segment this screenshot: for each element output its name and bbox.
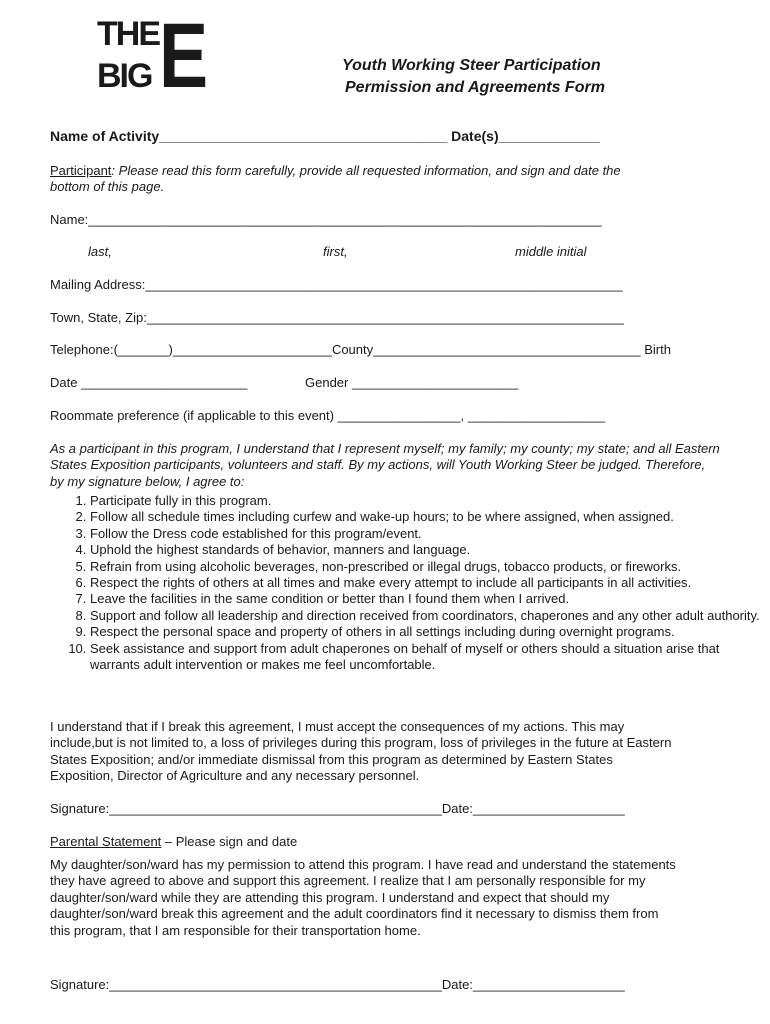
name-middle-caption: middle initial — [515, 244, 587, 259]
parental-statement-heading — [50, 834, 297, 850]
parental-statement-rest: – Please sign and date — [161, 834, 298, 849]
parental-paragraph: My daughter/son/ward has my permission to attend this program. I have read and understand the statements they have agreed to above and support this agreement. I realize that I am personally responsible for my daughter/son/ward while they are attending this program. I understand and expect that should my daughter/son/ward break this agreement and the adult coordinators find it necessary to dismiss them from this program, that I am responsible for their transportation home. — [50, 857, 676, 938]
mailing-address-field[interactable]: Mailing Address:__________________________________________________________________ — [50, 277, 623, 292]
logo-big: BIG — [97, 57, 152, 95]
town-state-zip-field[interactable]: Town, State, Zip:__________________________________________________________________ — [50, 310, 624, 325]
telephone-county-field[interactable]: Telephone:(_______)______________________County_____________________________________ Birth — [50, 342, 671, 357]
rule-item: 8. Support and follow all leadership and direction received from coordinators, chaperones and any other adult authority. — [90, 608, 770, 624]
participant-signature-field[interactable]: Signature:______________________________________________Date:_____________________ — [50, 801, 625, 816]
rule-item: 7. Leave the facilities in the same condition or better than I found them when I arrived. — [90, 591, 770, 607]
name-field[interactable]: Name:_______________________________________________________________________ — [50, 212, 602, 227]
gender-field[interactable]: Gender _______________________ — [305, 375, 519, 390]
rule-item: 1. Participate fully in this program. — [90, 493, 770, 509]
rule-item: 6. Respect the rights of others at all times and make every attempt to include all participants in all activities. — [90, 575, 770, 591]
form-title-line1: Youth Working Steer Participation — [342, 57, 601, 74]
big-e-logo — [97, 5, 209, 107]
rule-item: 2. Follow all schedule times including curfew and wake-up hours; to be where assigned, when assigned. — [90, 509, 770, 525]
rule-item: 10. Seek assistance and support from adult chaperones on behalf of myself or others should a situation arise that warrants adult intervention or makes me feel uncomfortable. — [90, 641, 770, 674]
participant-instructions — [50, 163, 621, 179]
participant-label: Participant — [50, 163, 112, 178]
parental-statement-label: Parental Statement — [50, 834, 162, 849]
name-first-caption: first, — [323, 244, 348, 259]
activity-field[interactable]: Name of Activity_____________________________________ Date(s)_____________ — [50, 128, 600, 144]
rule-item: 4. Uphold the highest standards of behavior, manners and language. — [90, 542, 770, 558]
birth-date-field[interactable]: Date _______________________ — [50, 375, 248, 390]
rule-item: 5. Refrain from using alcoholic beverages, non-prescribed or illegal drugs, tobacco products, or fireworks. — [90, 559, 770, 575]
consequences-paragraph: I understand that if I break this agreement, I must accept the consequences of my actions. This may include,but is not limited to, a loss of privileges during this program, loss of privileges in the future at Eastern States Exposition; and/or immediate dismissal from this program as determined by Eastern States Exposition, Director of Agriculture and any necessary personnel. — [50, 719, 672, 784]
rules-list — [50, 493, 770, 673]
parent-signature-field[interactable]: Signature:______________________________________________Date:_____________________ — [50, 977, 625, 992]
instructions-line2: bottom of this page. — [50, 179, 165, 194]
logo-the: THE — [97, 15, 159, 53]
form-title-line2: Permission and Agreements Form — [345, 79, 605, 96]
instructions-line1: : Please read this form carefully, provide all requested information, and sign and date the — [111, 163, 621, 178]
logo-e: E — [159, 5, 209, 107]
agreement-intro: As a participant in this program, I understand that I represent myself; my family; my county; my state; and all Eastern States Exposition participants, volunteers and staff. By my actions, will Youth Working Steer be judged. Therefore, by my signature below, I agree to: — [50, 441, 720, 489]
name-last-caption: last, — [88, 244, 112, 259]
rule-item: 3. Follow the Dress code established for this program/event. — [90, 526, 770, 542]
rule-item: 9. Respect the personal space and property of others in all settings including during overnight programs. — [90, 624, 770, 640]
roommate-field[interactable]: Roommate preference (if applicable to this event) _________________, ___________________ — [50, 408, 606, 423]
